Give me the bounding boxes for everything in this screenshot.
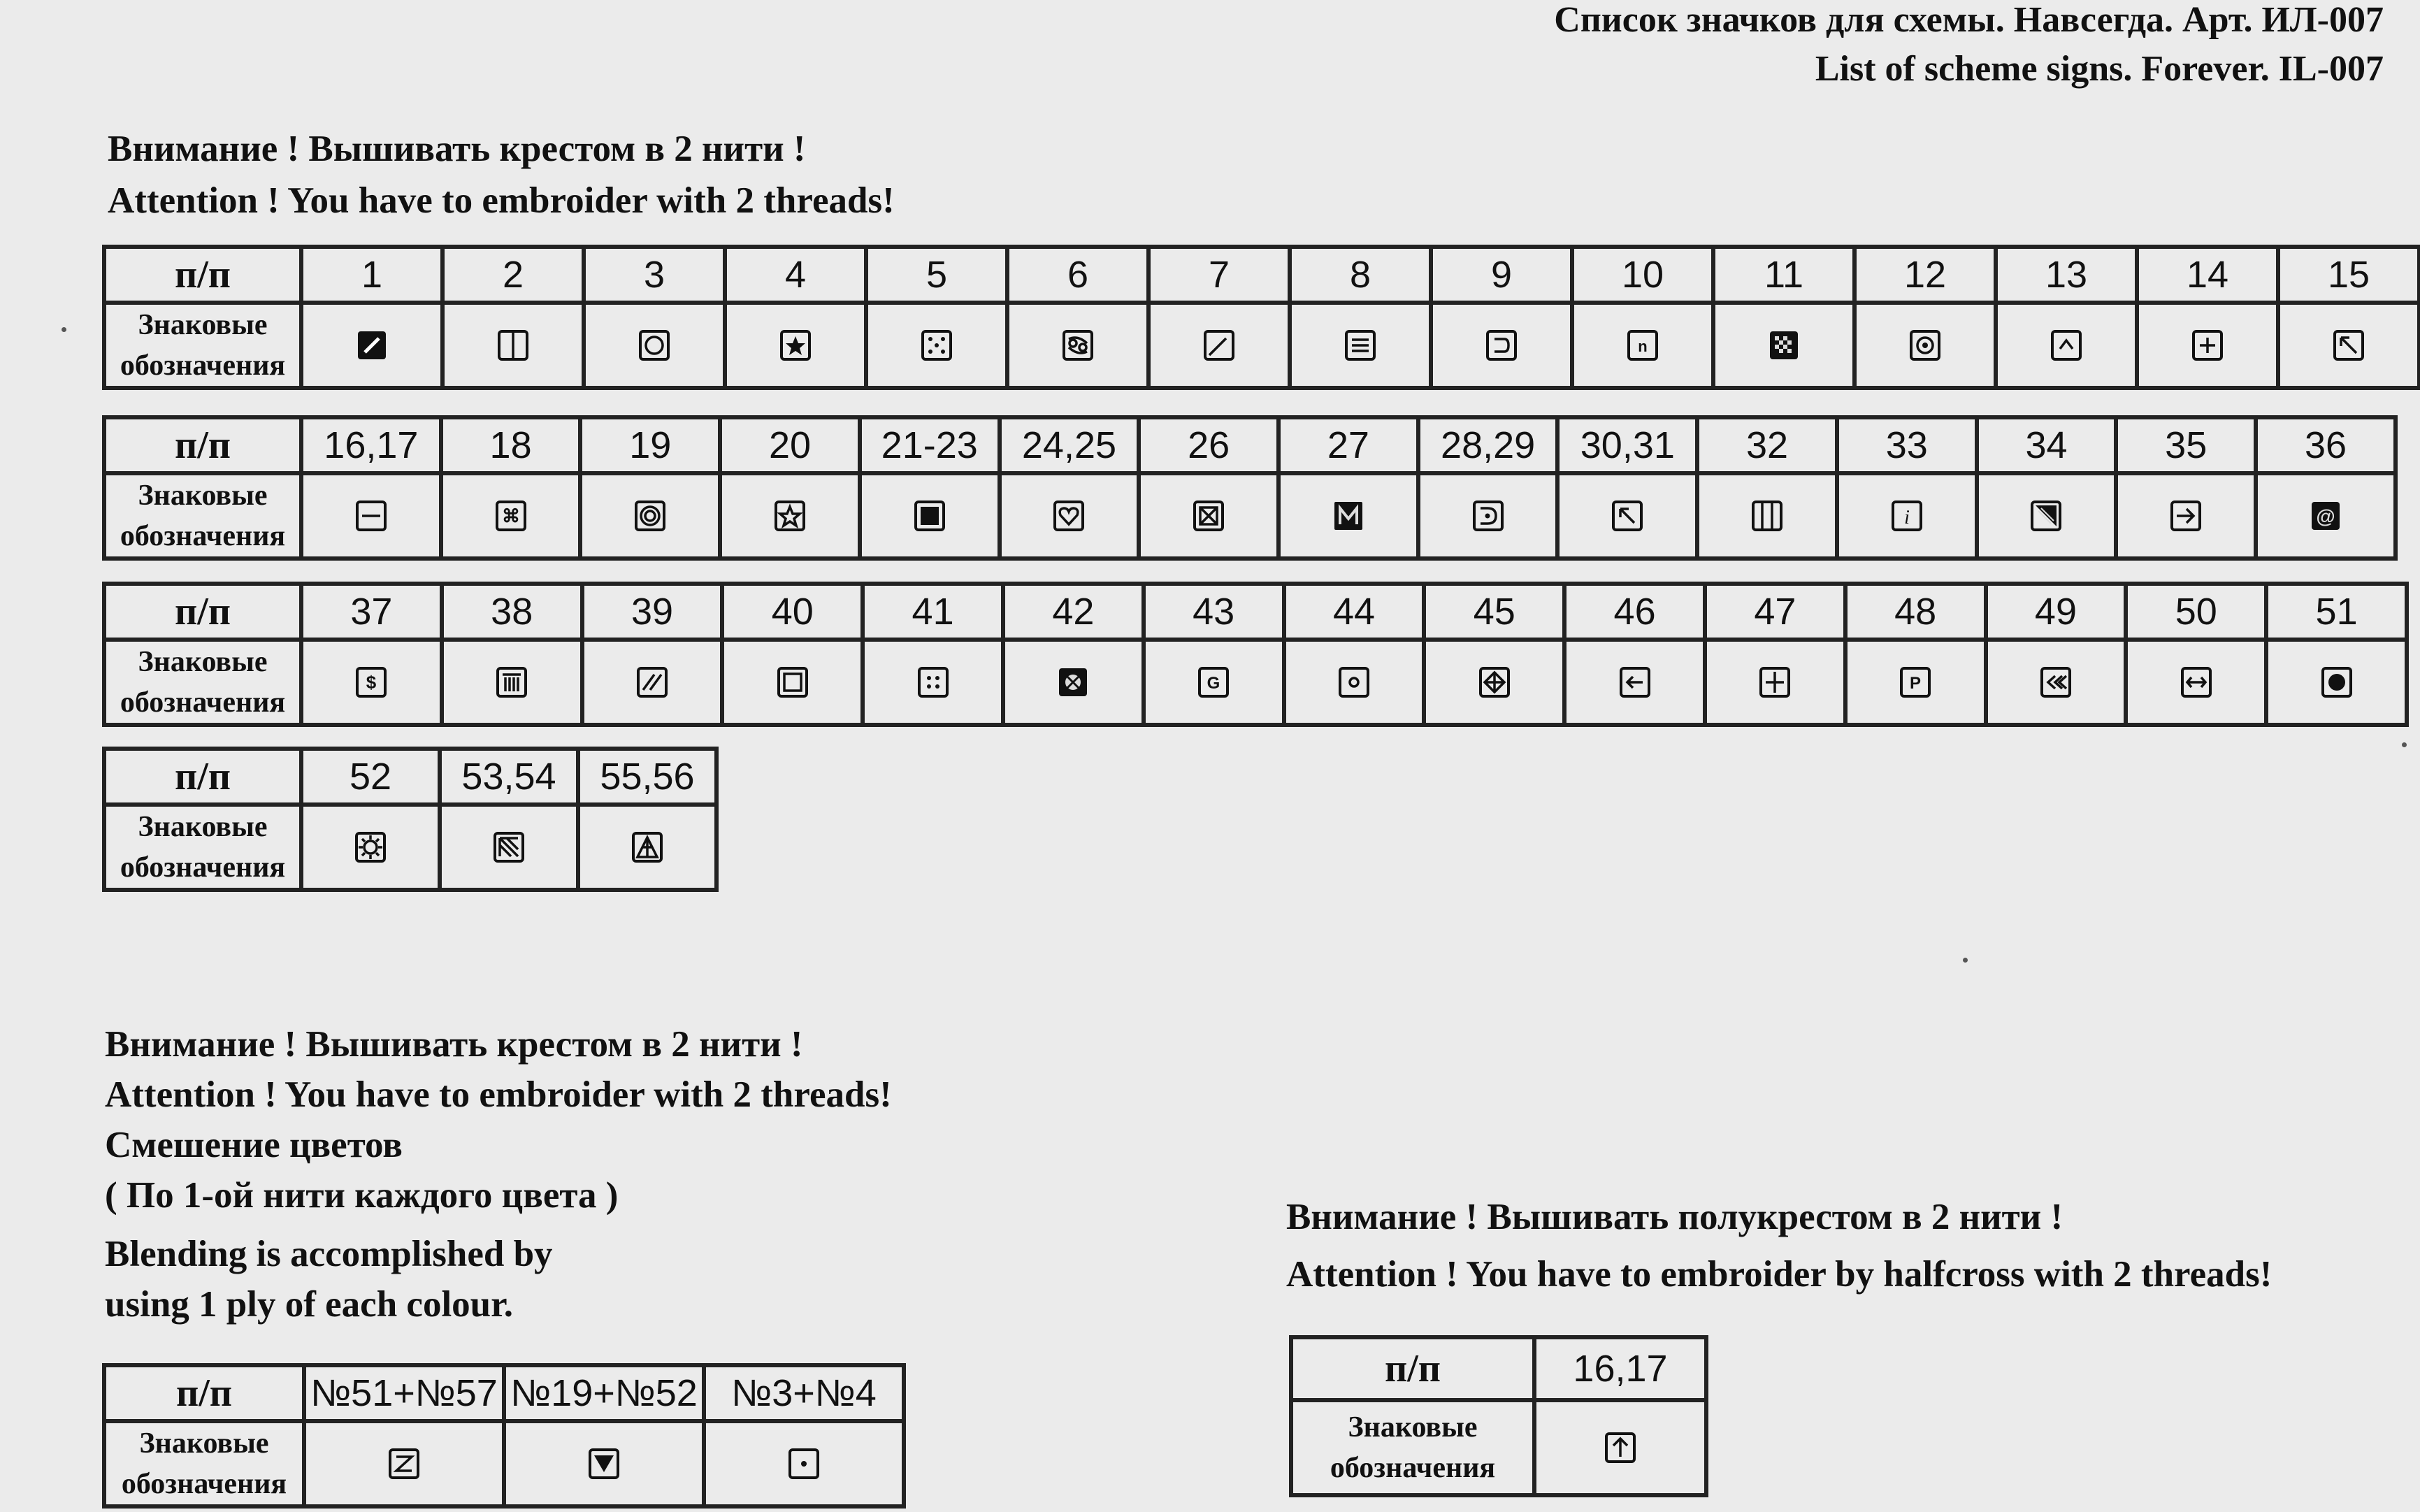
- symbol-cell: [301, 805, 440, 890]
- symbol-number: 2: [442, 247, 584, 303]
- m-letter-icon: [1332, 500, 1364, 532]
- row-label-line-1: Знаковые: [138, 811, 268, 843]
- symbol-cell: [866, 303, 1007, 388]
- circle-icon: [638, 329, 670, 361]
- svg-text:⌘: ⌘: [501, 505, 520, 526]
- symbol-number: 20: [720, 417, 860, 473]
- sun-icon: [354, 831, 387, 863]
- note-en: Attention ! You have to embroider with 2 threads!: [108, 180, 895, 221]
- svg-text:@: @: [2316, 505, 2335, 527]
- symbol-number: 21-23: [860, 417, 1000, 473]
- symbol-cell: [584, 303, 725, 388]
- symbol-cell: [1279, 473, 1418, 559]
- table-row-symbols: [104, 640, 2407, 725]
- framed-cross-icon: [1193, 500, 1225, 532]
- bracket-icon: [1485, 329, 1518, 361]
- symbol-cell: [2126, 640, 2266, 725]
- building-icon: [496, 666, 528, 698]
- symbol-cell: [578, 805, 716, 890]
- symbol-number: 36: [2256, 417, 2396, 473]
- row-label-line-2: обозначения: [120, 350, 286, 382]
- note-halfcross: [1286, 1188, 2272, 1303]
- symbol-cell: [1534, 1400, 1706, 1495]
- row-label-signs: [104, 1421, 304, 1506]
- header-title-en: List of scheme signs. Forever. IL-007: [1815, 49, 2384, 89]
- note-en: Attention ! You have to embroider with 2 threads!: [105, 1074, 892, 1115]
- row-label-line-2: обозначения: [120, 851, 286, 884]
- symbol-number: 44: [1284, 584, 1425, 640]
- symbol-table-3: [102, 582, 2409, 727]
- symbol-cell: [504, 1421, 704, 1506]
- symbol-cell: [1713, 303, 1854, 388]
- svg-text:P: P: [1910, 674, 1922, 693]
- symbol-number: 37: [301, 584, 442, 640]
- symbol-number: 47: [1705, 584, 1845, 640]
- symbol-number: 45: [1424, 584, 1564, 640]
- z-letter-icon: [388, 1448, 420, 1480]
- checker-icon: [1768, 329, 1800, 361]
- row-label-line-2: обозначения: [1330, 1452, 1496, 1484]
- note-ru: Внимание ! Вышивать крестом в 2 нити !: [108, 129, 806, 169]
- symbol-cell: [704, 1421, 904, 1506]
- caret-up-icon: [2050, 329, 2082, 361]
- command-icon: [495, 500, 527, 532]
- column-header-pp: п/п: [104, 749, 301, 805]
- table-row-numbers: [104, 1365, 904, 1421]
- svg-text:G: G: [1207, 674, 1220, 693]
- small-circle-icon: [1338, 666, 1370, 698]
- symbol-cell: [1284, 640, 1425, 725]
- symbol-cell: [304, 1421, 504, 1506]
- symbol-number: №19+№52: [504, 1365, 704, 1421]
- symbol-cell: [440, 805, 578, 890]
- symbol-number: 52: [301, 749, 440, 805]
- hatched-triangle-icon: [2030, 500, 2062, 532]
- mix-subtitle: ( По 1-ой нити каждого цвета ): [105, 1175, 619, 1216]
- symbol-cell: [441, 473, 581, 559]
- symbol-table-1: [102, 245, 2420, 390]
- symbol-number: 27: [1279, 417, 1418, 473]
- symbol-number: 53,54: [440, 749, 578, 805]
- g-letter-icon: [1197, 666, 1230, 698]
- symbol-cell: [301, 473, 441, 559]
- nested-square-icon: [777, 666, 809, 698]
- row-label-line-1: Знаковые: [138, 309, 268, 341]
- symbol-cell: [2278, 303, 2419, 388]
- center-dot-icon: [788, 1448, 820, 1480]
- column-header-pp: п/п: [104, 1365, 304, 1421]
- row-label-line-2: обозначения: [120, 520, 286, 552]
- symbol-number: 55,56: [578, 749, 716, 805]
- symbol-number: 51: [2266, 584, 2407, 640]
- symbol-number: 43: [1144, 584, 1284, 640]
- symbol-cell: [2116, 473, 2256, 559]
- plus-icon: [2191, 329, 2224, 361]
- symbol-number: 15: [2278, 247, 2419, 303]
- symbol-number: 28,29: [1418, 417, 1558, 473]
- symbol-cell: [1572, 303, 1713, 388]
- symbol-cell: [301, 303, 442, 388]
- cancer-icon: [1062, 329, 1094, 361]
- target-icon: [1909, 329, 1941, 361]
- minus-icon: [355, 500, 387, 532]
- symbol-cell: [1557, 473, 1697, 559]
- symbol-cell: [1290, 303, 1431, 388]
- slash-icon: [1203, 329, 1235, 361]
- symbol-number: 39: [582, 584, 723, 640]
- symbol-cell: [860, 473, 1000, 559]
- row-label-line-1: Знаковые: [138, 646, 268, 678]
- symbol-number: 16,17: [1534, 1337, 1706, 1400]
- symbol-cell: [1977, 473, 2117, 559]
- symbol-cell: [301, 640, 442, 725]
- symbol-number: 30,31: [1557, 417, 1697, 473]
- symbol-cell: [722, 640, 863, 725]
- symbol-cell: [1007, 303, 1148, 388]
- symbol-cell: [1148, 303, 1290, 388]
- symbol-cell: [1845, 640, 1986, 725]
- symbol-number: №51+№57: [304, 1365, 504, 1421]
- symbol-table-4: [102, 747, 719, 892]
- filled-square-icon: [914, 500, 946, 532]
- symbol-cell: [1424, 640, 1564, 725]
- symbol-number: 24,25: [1000, 417, 1139, 473]
- arrow-right-icon: [2170, 500, 2202, 532]
- note-slash-icon: [356, 329, 388, 361]
- note-cross-stitch: [108, 123, 895, 226]
- filled-circle-icon: [2321, 666, 2353, 698]
- row-label-signs: [104, 473, 301, 559]
- symbol-cell: [1986, 640, 2126, 725]
- table-row-symbols: [104, 303, 2419, 388]
- at-icon: [2310, 500, 2342, 532]
- symbol-number: 26: [1139, 417, 1279, 473]
- symbol-cell: [580, 473, 720, 559]
- row-label-signs: [104, 640, 301, 725]
- column-header-pp: п/п: [104, 584, 301, 640]
- row-label-signs: [1291, 1400, 1534, 1495]
- scan-speck: [1963, 958, 1968, 963]
- symbol-number: 3: [584, 247, 725, 303]
- row-label-line-1: Знаковые: [1348, 1411, 1478, 1443]
- table-row-symbols: [104, 1421, 904, 1506]
- half-bar-icon: [497, 329, 529, 361]
- symbol-cell: [2256, 473, 2396, 559]
- equals-icon: [1344, 329, 1376, 361]
- ball-icon: [1057, 666, 1089, 698]
- column-header-pp: п/п: [104, 417, 301, 473]
- symbol-cell: [1996, 303, 2137, 388]
- symbol-cell: [1144, 640, 1284, 725]
- symbol-number: 38: [442, 584, 582, 640]
- blend-table: [102, 1363, 906, 1509]
- p-letter-icon: [1899, 666, 1931, 698]
- symbol-number: 1: [301, 247, 442, 303]
- dollar-icon: [355, 666, 387, 698]
- note-en: Attention ! You have to embroider by halfcross with 2 threads!: [1286, 1254, 2273, 1295]
- info-icon: [1891, 500, 1923, 532]
- arrow-nw-icon: [1611, 500, 1643, 532]
- d-dot-icon: [1472, 500, 1504, 532]
- symbol-number: 35: [2116, 417, 2256, 473]
- table-row-symbols: [104, 805, 716, 890]
- arrow-up-icon: [1604, 1432, 1636, 1464]
- symbol-number: 5: [866, 247, 1007, 303]
- row-label-signs: [104, 303, 301, 388]
- svg-text:i: i: [1903, 507, 1910, 528]
- symbol-cell: [442, 303, 584, 388]
- symbol-cell: [2137, 303, 2278, 388]
- column-header-pp: п/п: [1291, 1337, 1534, 1400]
- symbol-cell: [1418, 473, 1558, 559]
- mix-title: Смешение цветов: [105, 1125, 403, 1165]
- row-label-line-2: обозначения: [121, 1468, 287, 1500]
- symbol-number: 19: [580, 417, 720, 473]
- symbol-cell: [1000, 473, 1139, 559]
- column-header-pp: п/п: [104, 247, 301, 303]
- symbol-table-2: [102, 415, 2398, 561]
- symbol-number: 33: [1837, 417, 1977, 473]
- rewind-icon: [2040, 666, 2072, 698]
- n-letter-icon: [1627, 329, 1659, 361]
- symbol-cell: [582, 640, 723, 725]
- halfcross-table: [1289, 1335, 1708, 1497]
- symbol-number: 41: [863, 584, 1003, 640]
- table-row-symbols: [104, 473, 2396, 559]
- symbol-number: 14: [2137, 247, 2278, 303]
- symbol-cell: [1837, 473, 1977, 559]
- symbol-cell: [1705, 640, 1845, 725]
- symbol-number: 13: [1996, 247, 2137, 303]
- corner-diag-icon: [493, 831, 525, 863]
- svg-text:$: $: [366, 672, 377, 693]
- row-label-signs: [104, 805, 301, 890]
- page-header: [1554, 0, 2384, 94]
- row-label-line-1: Знаковые: [138, 480, 268, 512]
- symbol-cell: [2266, 640, 2407, 725]
- double-slash-icon: [636, 666, 668, 698]
- symbol-number: 12: [1854, 247, 1996, 303]
- scan-speck: [2402, 742, 2407, 747]
- symbol-cell: [442, 640, 582, 725]
- blend-line-2: using 1 ply of each colour.: [105, 1284, 514, 1325]
- symbol-cell: [1697, 473, 1837, 559]
- symbol-number: 6: [1007, 247, 1148, 303]
- symbol-number: 50: [2126, 584, 2266, 640]
- table-row-numbers: [104, 417, 2396, 473]
- symbol-number: 11: [1713, 247, 1854, 303]
- triangle-down-icon: [588, 1448, 620, 1480]
- four-dots-icon: [917, 666, 949, 698]
- row-label-line-1: Знаковые: [139, 1427, 269, 1460]
- cross-bold-icon: [1759, 666, 1791, 698]
- table-row-numbers: [104, 584, 2407, 640]
- table-row-numbers: [1291, 1337, 1706, 1400]
- symbol-number: №3+№4: [704, 1365, 904, 1421]
- symbol-cell: [863, 640, 1003, 725]
- symbol-cell: [1854, 303, 1996, 388]
- double-arrow-icon: [2180, 666, 2212, 698]
- symbol-number: 42: [1003, 584, 1144, 640]
- triple-bar-icon: [1751, 500, 1783, 532]
- symbol-number: 49: [1986, 584, 2126, 640]
- symbol-number: 18: [441, 417, 581, 473]
- triangle-icon: [631, 831, 663, 863]
- double-circle-icon: [634, 500, 666, 532]
- symbol-number: 32: [1697, 417, 1837, 473]
- diag-arrow-icon: [2333, 329, 2365, 361]
- table-row-numbers: [104, 247, 2419, 303]
- star-icon: [779, 329, 812, 361]
- symbol-number: 48: [1845, 584, 1986, 640]
- row-label-line-2: обозначения: [120, 686, 286, 719]
- symbol-cell: [720, 473, 860, 559]
- note-ru: Внимание ! Вышивать полукрестом в 2 нити !: [1286, 1197, 2064, 1237]
- note-blending: [105, 1019, 892, 1330]
- symbol-number: 40: [722, 584, 863, 640]
- note-ru: Внимание ! Вышивать крестом в 2 нити !: [105, 1024, 803, 1065]
- symbol-number: 34: [1977, 417, 2117, 473]
- table-row-symbols: [1291, 1400, 1706, 1495]
- symbol-cell: [1431, 303, 1572, 388]
- svg-text:n: n: [1638, 338, 1648, 355]
- symbol-number: 8: [1290, 247, 1431, 303]
- arrow-left-icon: [1619, 666, 1651, 698]
- symbol-number: 4: [725, 247, 866, 303]
- table-row-numbers: [104, 749, 716, 805]
- heart-icon: [1053, 500, 1085, 532]
- dice-x-icon: [921, 329, 953, 361]
- symbol-number: 10: [1572, 247, 1713, 303]
- star-outline-icon: [774, 500, 806, 532]
- diamond-icon: [1478, 666, 1511, 698]
- symbol-cell: [1003, 640, 1144, 725]
- symbol-cell: [1139, 473, 1279, 559]
- symbol-number: 16,17: [301, 417, 441, 473]
- symbol-cell: [725, 303, 866, 388]
- header-title-ru: Список значков для схемы. Навсегда. Арт. ИЛ-007: [1554, 0, 2384, 40]
- scan-speck: [62, 327, 66, 332]
- symbol-number: 46: [1564, 584, 1705, 640]
- symbol-number: 9: [1431, 247, 1572, 303]
- symbol-cell: [1564, 640, 1705, 725]
- blend-line-1: Blending is accomplished by: [105, 1234, 553, 1274]
- symbol-number: 7: [1148, 247, 1290, 303]
